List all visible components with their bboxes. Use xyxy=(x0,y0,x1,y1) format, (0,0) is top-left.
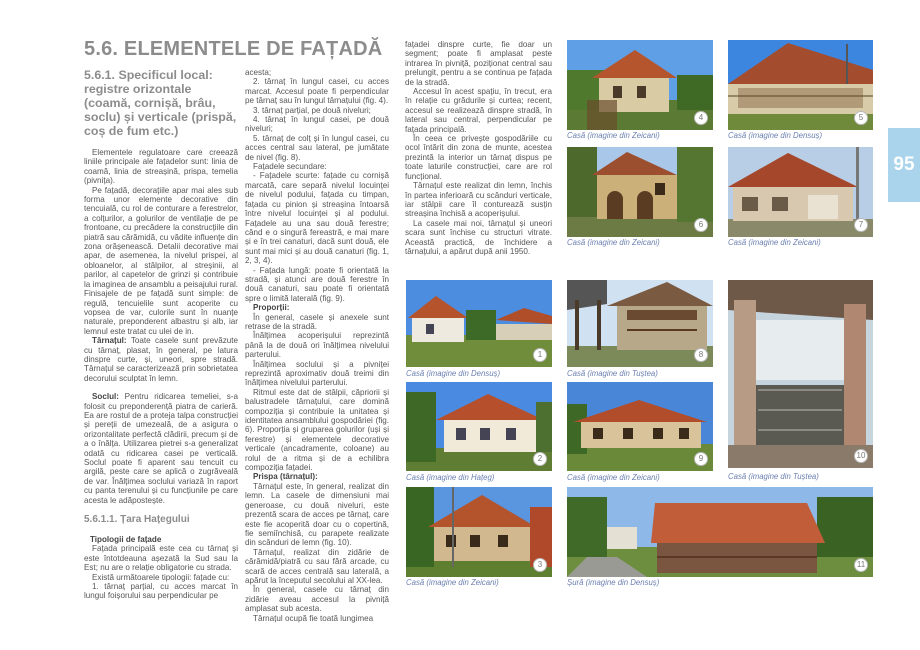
typology-heading: Tipologii de fațade xyxy=(90,535,162,545)
photo-caption: Casă (imagine din Hațeg) xyxy=(406,473,495,482)
house-photo xyxy=(728,40,873,130)
house-photo xyxy=(728,280,873,468)
photo-caption: Șură (imagine din Densuș) xyxy=(567,578,660,587)
page-number-tab xyxy=(888,128,920,202)
figure-number: 6 xyxy=(694,218,708,232)
figure-number: 11 xyxy=(854,558,868,572)
barn-photo xyxy=(567,487,873,577)
photo-caption: Casă (imagine din Zeicani) xyxy=(567,473,660,482)
photo-caption: Casă (imagine din Zeicani) xyxy=(567,238,660,247)
photo-caption: Casă (imagine din Densuș) xyxy=(728,131,823,140)
paragraph: În general, casele și anexele sunt retrase de la stradă. xyxy=(245,312,389,331)
photo-caption: Casă (imagine din Tuștea) xyxy=(567,369,658,378)
paragraph-text: Toate casele sunt prevăzute cu târnaț, plasat, în general, pe latura dinspre curte, și, uneori, spre stradă. Târnațul se caracterizează prin sobrietatea decorului sculptat în lemn. xyxy=(84,336,238,383)
photo-caption: Casă (imagine din Zeicani) xyxy=(406,578,499,587)
text-column-1 xyxy=(84,68,238,601)
figure-number: 7 xyxy=(854,218,868,232)
house-photo xyxy=(567,147,713,237)
paragraph: Fațadele secundare: xyxy=(253,162,327,172)
figure-number: 4 xyxy=(694,111,708,125)
figure-number: 2 xyxy=(533,452,547,466)
paragraph-label: Soclul: xyxy=(92,392,119,402)
house-photo xyxy=(567,280,713,367)
paragraph: În general, casele cu târnaț din zidărie aveau accesul la pivniță amplasat sub acesta. xyxy=(245,585,389,614)
paragraph: 5. târnaț de colț și în lungul casei, cu acces central sau lateral, pe jumătate de nivel (fig. 8). xyxy=(245,133,389,162)
paragraph: Târnațul ocupă fie toată lungimea xyxy=(253,613,374,623)
paragraph: Târnațul, realizat din zidărie de cărămidă/piatră cu sau fără arcade, cu scară de acces centrală sau laterală, a apărut la începutul secolului al XX-lea. xyxy=(245,547,389,585)
paragraph: 1. târnaț parțial, cu acces marcat în lungul foișorului sau perpendicular pe xyxy=(84,582,238,601)
photo-caption: Casă (imagine din Densuș) xyxy=(406,369,501,378)
figure-number: 8 xyxy=(694,348,708,362)
paragraph: - Fațadele scurte: fațade cu cornișă marcată, care separă nivelul locuinței de nivelul podului, fațada cu timpan, fațada cu pinion și streașina întoarsă între nivelul locuinței și al podului. Fațadele au una sau două ferestre; când e o singură fereastră, e mai mare și e în trei canaturi, dacă sunt două, ele sunt mai mici și au două canaturi (fig. 1, 2, 3, 4). xyxy=(245,171,389,266)
figure-number: 10 xyxy=(854,449,868,463)
text-column-3 xyxy=(405,40,552,256)
paragraph: fațadei dinspre curte, fie doar un segment; poate fi amplasat peste intrarea în pivniță, poziționat central sau prelungit, pentru a se continua pe fațada de la stradă. xyxy=(405,40,552,87)
paragraph: 2. târnaț în lungul casei, cu acces marcat. Accesul poate fi perpendicular pe târnaț sau în lungul târnațului (fig. 4). xyxy=(245,77,389,106)
figure-number: 9 xyxy=(694,452,708,466)
paragraph: Accesul în acest spațiu, în trecut, era în relație cu grădurile și curtea; recent, accesul se realizează dinspre stradă, în lateral sau central, perpendicular pe fațada principală. xyxy=(405,87,552,134)
page-number: 95 xyxy=(893,154,915,175)
paragraph: Fațada principală este cea cu târnaț și este întotdeauna așezată la Sud sau la Est; nu are o relație obligatorie cu strada. xyxy=(84,544,238,573)
paragraph-text: Pentru ridicarea temeliei, s-a folosit cu preponderență piatra de carieră. Ea are rostul de a proteja talpa construcției și pereții de umezeală, de a asigura o orizontalitate perfectă clădirii, precum și de a o înălța. Utilizarea pietrei s-a generalizat odată cu ridicarea casei pe verticală. Soclul poate fi aparent sau tencuit cu argilă, peste care se aplică o zugrăveală de var. Înălțimea soclului variază în raport cu panta terenului și cu funcțiunile pe care acesta le adăpostește. xyxy=(84,392,238,505)
house-photo xyxy=(406,487,552,577)
figure-number: 5 xyxy=(854,111,868,125)
paragraph: La casele mai noi, târnațul și uneori scara sunt închise cu structuri vitrate. Această practică, de închidere a târnațului, a apărut după anii 1950. xyxy=(405,218,552,256)
figure-number: 1 xyxy=(533,348,547,362)
section-title: 5.6. ELEMENTELE DE FAȚADĂ xyxy=(84,38,383,60)
photo-caption: Casă (imagine din Zeicani) xyxy=(567,131,660,140)
house-photo xyxy=(567,40,713,130)
text-column-2 xyxy=(245,68,389,623)
paragraph: Înălțimea soclului și a pivniței reprezintă aproximativ două treimi din înălțimea nivelului parterului. xyxy=(245,359,389,388)
house-photo xyxy=(728,147,873,237)
paragraph: Pe fațadă, decorațiile apar mai ales sub forma unor elemente decorative din tencuială, cu rol de conturare a ferestrelor, a colțurilor, a golurilor de ventilație de pe frontoane, cu precădere la construcțiile din piatră sau cărămidă, cu vădite influențe din zona orășenească. Detalii decorative mai apar, de asemenea, la nivelul prispei, al obloanelor, al stâlpilor, al streșinii, al parilor, al capetelor de grinzi și contribuie la imaginea de ansamblu a peisajului rural. Finisajele de pe fațadă sunt simple: de regulă, tencuielile sunt acoperite cu vopsea de var, culorile sunt în nuanțe naturale, preponderent albastru și alb, iar lemnul este tratat cu ulei de in. xyxy=(84,185,238,336)
paragraph: Înălțimea acoperișului reprezintă până la de două ori înălțimea nivelului parterului. xyxy=(245,331,389,360)
paragraph: 3. târnaț parțial, pe două niveluri; xyxy=(253,105,371,115)
paragraph: Târnațul este, în general, realizat din lemn. La casele de dimensiuni mai generoase, cu două niveluri, este prezentă scara de acces pe târnaț, care este fie acoperită doar cu o copertină, fie semiînchisă, cu parapete realizate din scânduri de lemn (fig. 10). xyxy=(245,481,389,548)
paragraph: Prispa (târnațul): xyxy=(253,472,318,482)
figure-number: 3 xyxy=(533,558,547,572)
paragraph: Există următoarele tipologii: fațade cu: xyxy=(92,572,230,582)
photo-caption: Casă (imagine din Zeicani) xyxy=(728,238,821,247)
house-photo xyxy=(406,280,552,367)
subsubsection-heading: 5.6.1.1. Țara Hațegului xyxy=(84,514,190,526)
house-photo xyxy=(406,382,552,471)
paragraph-label: Târnațul: xyxy=(92,336,127,346)
paragraph: acesta; xyxy=(245,68,272,77)
house-photo xyxy=(567,382,713,471)
paragraph xyxy=(84,392,238,505)
paragraph: - Fațada lungă: poate fi orientată la stradă, și atunci are două ferestre în două canaturi, sau poate fi orientată spre o limită laterală (fig. 9). xyxy=(245,265,389,303)
subsection-heading: 5.6.1. Specificul local: registre orizontale (coamă, cornișă, brâu, soclu) și verticale (prispă, coș de fum etc.) xyxy=(84,68,237,138)
paragraph xyxy=(84,336,238,383)
paragraph: În ceea ce privește gospodăriile cu ocol întărit din zona de munte, acestea prezintă la interior un târnaț dispus pe toate laturile construcției, care are rol funcțional. xyxy=(405,134,552,181)
paragraph: Elementele regulatoare care creează liniile principale ale fațadelor sunt: linia de coamă, linia de streașină, prispa, temelia (pivnița). xyxy=(84,148,238,186)
paragraph: Târnațul este realizat din lemn, închis în partea inferioară cu scânduri verticale, iar stâlpii care îl conturează susțin streașina închisă a acoperișului. xyxy=(405,181,552,219)
photo-caption: Casă (imagine din Tuștea) xyxy=(728,472,819,481)
paragraph: Proporții: xyxy=(253,303,290,313)
paragraph: 4. târnaț în lungul casei, pe două niveluri; xyxy=(245,115,389,134)
paragraph: Ritmul este dat de stâlpii, căpriorii și balustradele târnațului, care domină compoziția și contribuie la unitatea și identitatea ansamblului gospodăriei (fig. 6). Proporția și gruparea golurilor (uși și ferestre) și elementele decorative verticale (ancadramente, coloane) au rolul de a ritma și de a echilibra compoziția fațadei. xyxy=(245,387,389,473)
